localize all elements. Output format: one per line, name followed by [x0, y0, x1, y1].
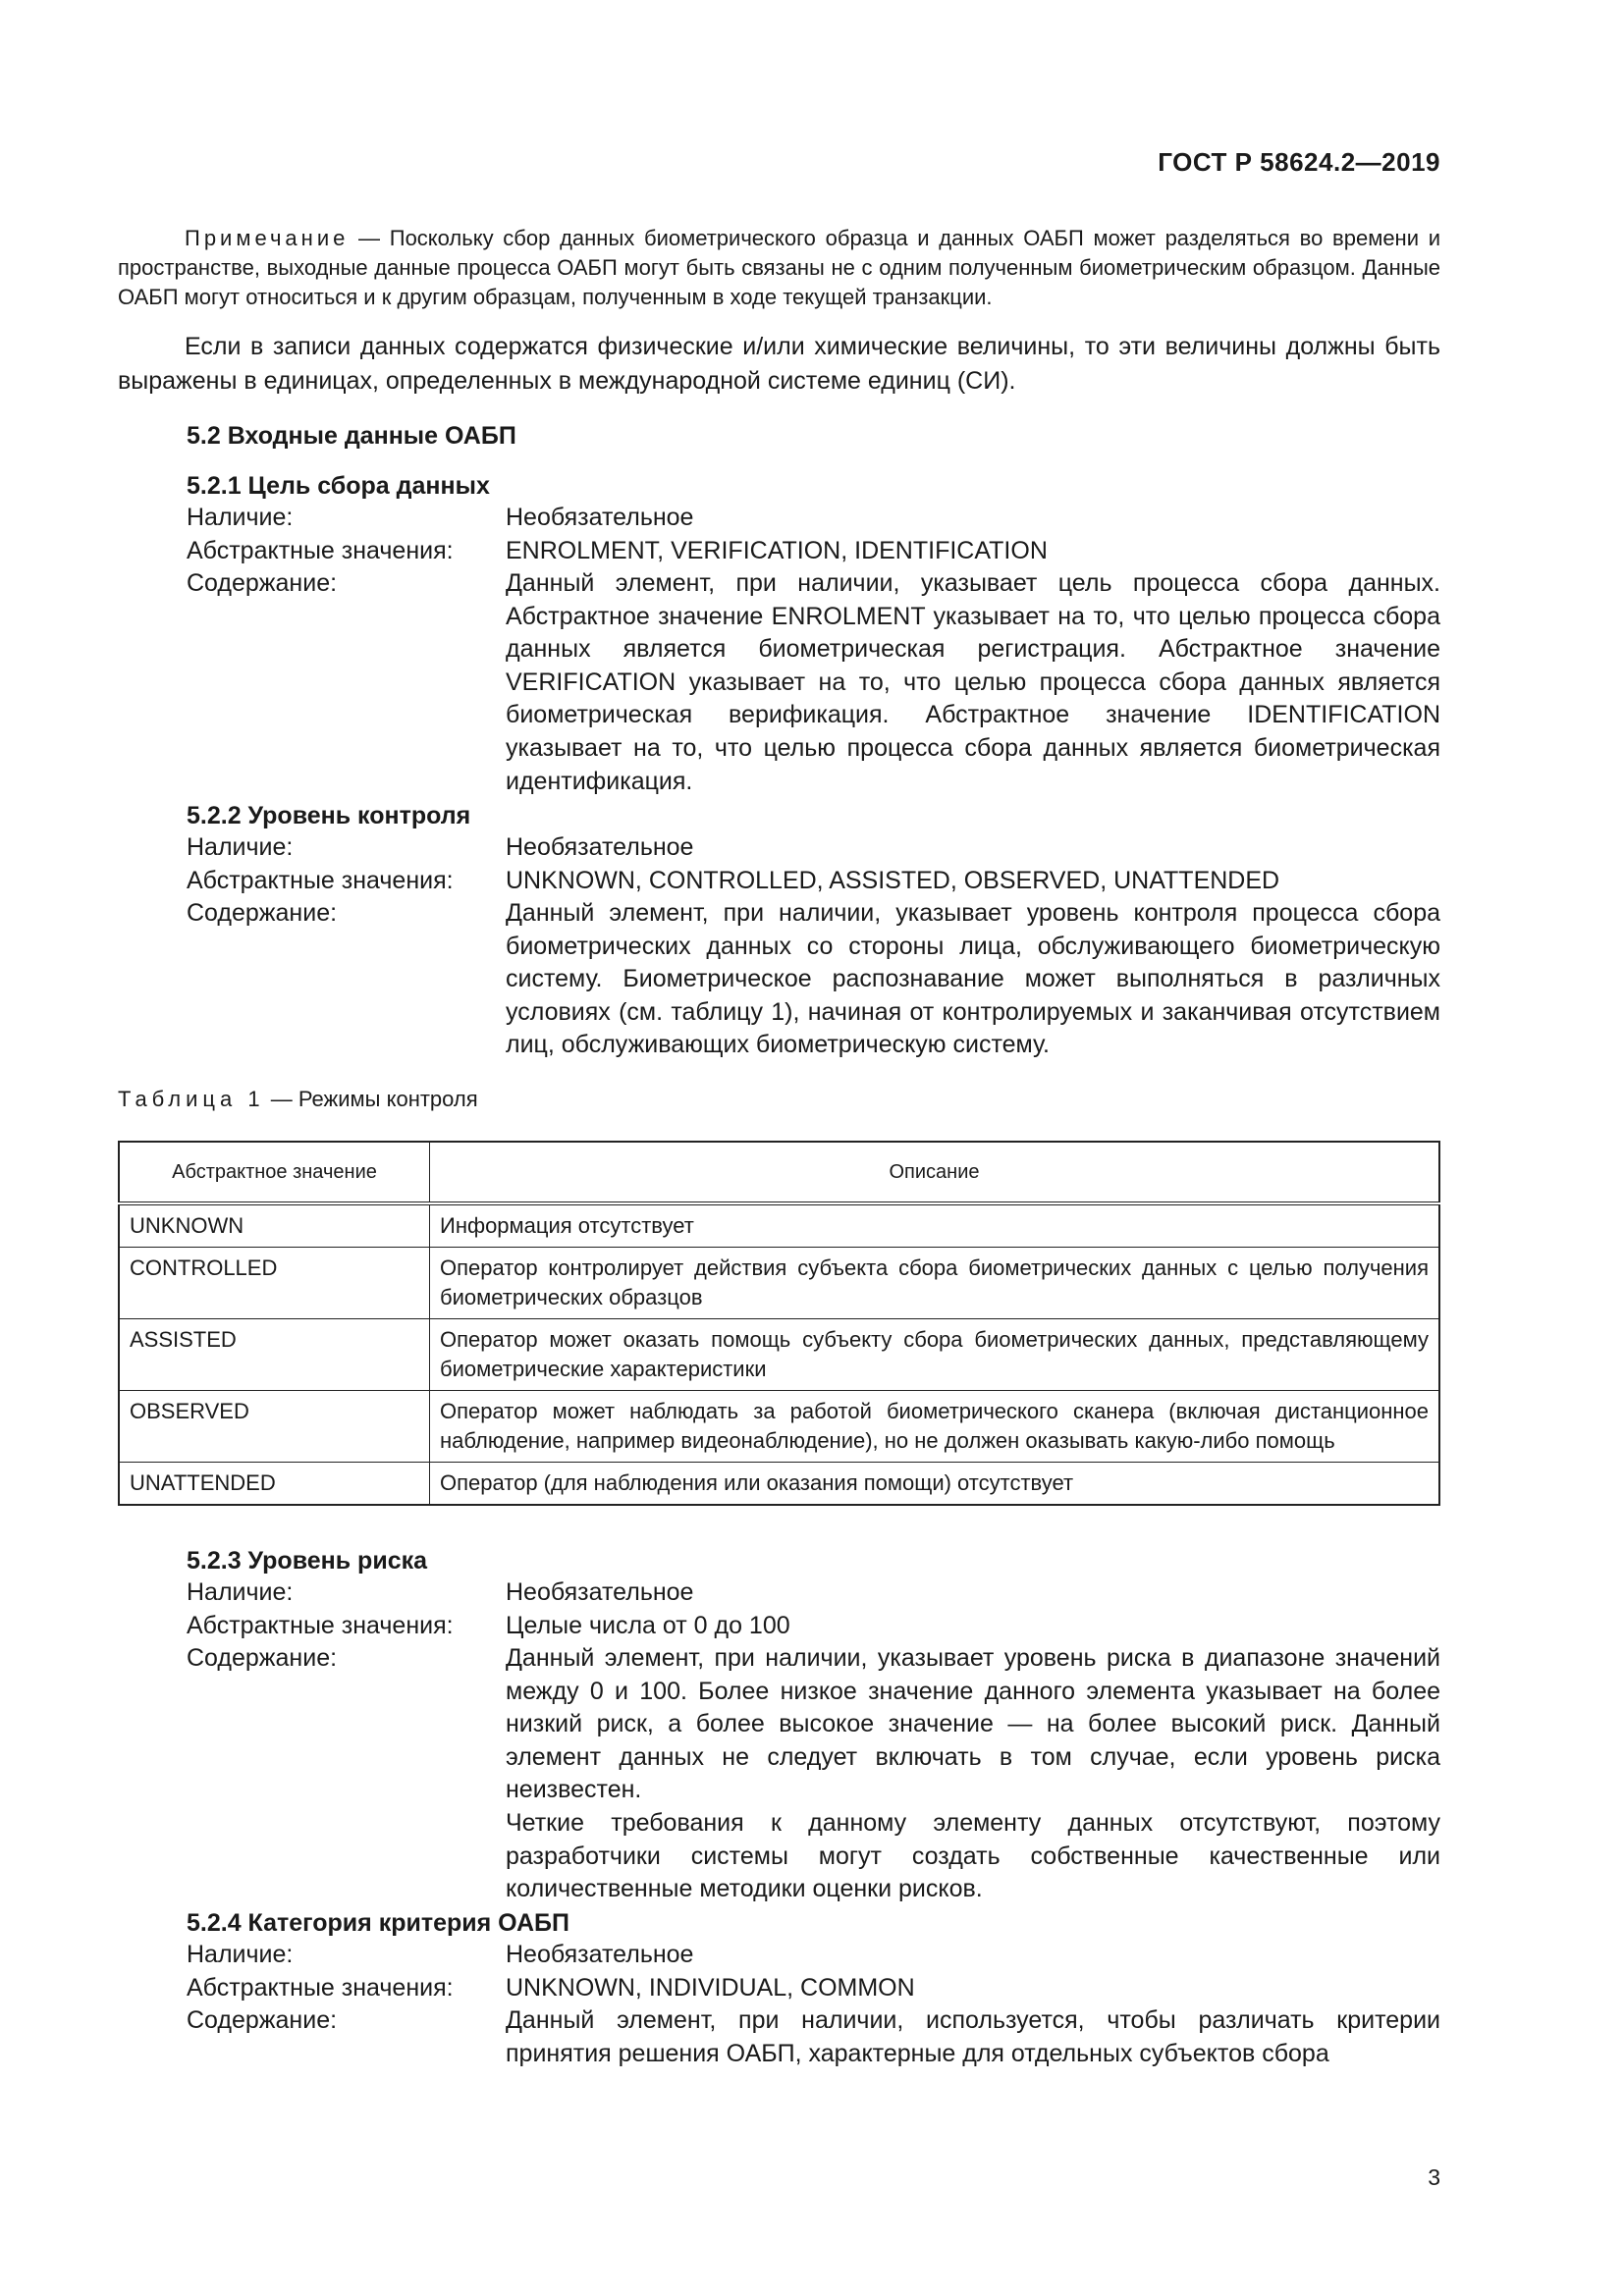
section-5-2-1-title: 5.2.1 Цель сбора данных [187, 472, 490, 500]
table-caption-label: Таблица 1 [118, 1087, 265, 1111]
content-label: Содержание: [187, 899, 338, 927]
note-label: Примечание [185, 226, 350, 250]
content-value-paragraph: Четкие требования к данному элементу данных отсутствуют, поэтому разработчики системы могут создать собственные качественные или количественные методики оценки рисков. [506, 1808, 1440, 1903]
table-cell-description: Оператор может наблюдать за работой биометрического сканера (включая дистанционное наблюдение, например видеонаблюдение), но не должен оказывать какую-либо помощь [430, 1391, 1440, 1463]
table-cell-value: UNATTENDED [119, 1463, 430, 1506]
presence-value: Необязательное [506, 1941, 694, 1968]
content-value [506, 1642, 1440, 1906]
table-cell-value: OBSERVED [119, 1391, 430, 1463]
content-value-paragraph: Данный элемент, при наличии, указывает уровень риска в диапазоне значений между 0 и 100. Более низкое значение данного элемента указывает на более низкий риск, а более высокое значение — на более высокий риск. Данный элемент данных не следует включать в том случае, если уровень риска неизвестен. [506, 1644, 1440, 1804]
note-text: — Поскольку сбор данных биометрического образца и данных ОАБП может разделяться во времени и пространстве, выходные данные процесса ОАБП могут быть связаны не с одним полученным биометрическим образцом. Данные ОАБП могут относиться и к другим образцам, полученным в ходе текущей транзакции. [118, 226, 1440, 309]
note-paragraph [118, 224, 1440, 312]
column-header-abstract-value: Абстрактное значение [119, 1142, 430, 1203]
table-caption-text: — Режимы контроля [264, 1087, 478, 1111]
presence-label: Наличие: [187, 504, 294, 531]
column-header-description: Описание [430, 1142, 1440, 1203]
page-number: 3 [1428, 2164, 1440, 2190]
table-cell-value: UNKNOWN [119, 1203, 430, 1248]
presence-label: Наличие: [187, 833, 294, 861]
abstract-values-label: Абстрактные значения: [187, 537, 454, 564]
document-header-id: ГОСТ Р 58624.2—2019 [1158, 147, 1440, 177]
control-modes-table [118, 1141, 1440, 1506]
table-row [119, 1319, 1439, 1391]
abstract-values-value: UNKNOWN, INDIVIDUAL, COMMON [506, 1974, 915, 2002]
table-cell-description: Оператор может оказать помощь субъекту сбора биометрических данных, представляющему биометрические характеристики [430, 1319, 1440, 1391]
table-cell-value: ASSISTED [119, 1319, 430, 1391]
table-row [119, 1248, 1439, 1319]
table-row [119, 1463, 1439, 1506]
section-5-2-3-title: 5.2.3 Уровень риска [187, 1547, 428, 1575]
table-cell-description: Информация отсутствует [430, 1203, 1440, 1248]
presence-value: Необязательное [506, 1578, 694, 1606]
section-5-2-title: 5.2 Входные данные ОАБП [187, 422, 516, 450]
si-units-paragraph: Если в записи данных содержатся физические и/или химические величины, то эти величины должны быть выражены в единицах, определенных в международной системе единиц (СИ). [118, 333, 1440, 395]
abstract-values-value: UNKNOWN, CONTROLLED, ASSISTED, OBSERVED, UNATTENDED [506, 867, 1280, 894]
content-value: Данный элемент, при наличии, указывает уровень контроля процесса сбора биометрических данных со стороны лица, обслуживающего биометрическую систему. Биометрическое распознавание может выполняться в различных условиях (см. таблицу 1), начиная от контролируемых и заканчивая отсутствием лиц, обслуживающих биометрическую систему. [506, 899, 1440, 1059]
abstract-values-label: Абстрактные значения: [187, 1612, 454, 1639]
table-cell-description: Оператор (для наблюдения или оказания помощи) отсутствует [430, 1463, 1440, 1506]
section-5-2-4-title: 5.2.4 Категория критерия ОАБП [187, 1909, 569, 1937]
table-header-row [119, 1142, 1439, 1203]
content-label: Содержание: [187, 2006, 338, 2034]
presence-label: Наличие: [187, 1578, 294, 1606]
abstract-values-label: Абстрактные значения: [187, 867, 454, 894]
abstract-values-value: ENROLMENT, VERIFICATION, IDENTIFICATION [506, 537, 1048, 564]
presence-label: Наличие: [187, 1941, 294, 1968]
table-cell-value: CONTROLLED [119, 1248, 430, 1319]
table-caption [118, 1087, 478, 1112]
presence-value: Необязательное [506, 833, 694, 861]
table-cell-description: Оператор контролирует действия субъекта сбора биометрических данных с целью получения биометрических образцов [430, 1248, 1440, 1319]
presence-value: Необязательное [506, 504, 694, 531]
section-5-2-2-title: 5.2.2 Уровень контроля [187, 802, 471, 829]
table-row [119, 1391, 1439, 1463]
content-value: Данный элемент, при наличии, указывает цель процесса сбора данных. Абстрактное значение ENROLMENT указывает на то, что целью процесса сбора данных является биометрическая регистрация. Абстрактное значение VERIFICATION указывает на то, что целью процесса сбора данных является биометрическая верификация. Абстрактное значение IDENTIFICATION указывает на то, что целью процесса сбора данных является биометрическая идентификация. [506, 569, 1440, 795]
content-label: Содержание: [187, 569, 338, 597]
content-value: Данный элемент, при наличии, используется, чтобы различать критерии принятия решения ОАБП, характерные для отдельных субъектов сбора [506, 2006, 1440, 2067]
table-row [119, 1203, 1439, 1248]
content-label: Содержание: [187, 1644, 338, 1672]
abstract-values-label: Абстрактные значения: [187, 1974, 454, 2002]
abstract-values-value: Целые числа от 0 до 100 [506, 1612, 790, 1639]
